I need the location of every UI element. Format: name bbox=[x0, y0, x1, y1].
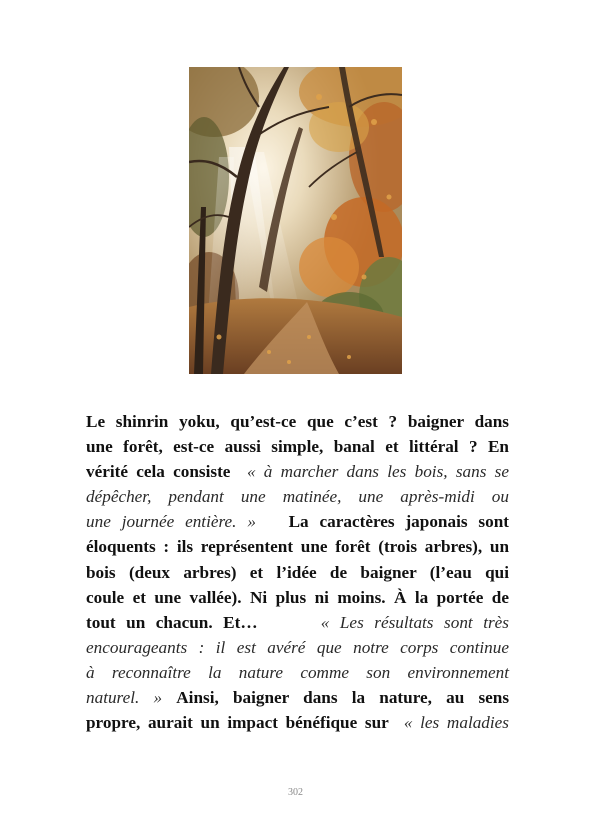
text-line: propre, aurait un impact bénéfique sur « les maladies bbox=[86, 713, 509, 733]
quote-text: « les maladies bbox=[403, 713, 509, 733]
forest-path-image bbox=[189, 67, 402, 374]
text-line: bois (deux arbres) et l’idée de baigner (l’eau qui bbox=[86, 562, 509, 582]
text-line: vérité cela consiste « à marcher dans les bois, sans se bbox=[86, 462, 509, 482]
text-line: à reconnaître la nature comme son environnement bbox=[86, 662, 509, 682]
text-line: éloquents : ils représentent une forêt (trois arbres), un bbox=[86, 537, 509, 557]
quote-text: naturel. » bbox=[86, 688, 163, 708]
text-line: coule et une vallée). Ni plus ni moins. À la portée de bbox=[86, 587, 509, 607]
quote-text: une journée entière. » bbox=[86, 512, 256, 532]
body-paragraph bbox=[86, 409, 509, 735]
quote-text: « à marcher dans les bois, sans se bbox=[246, 462, 509, 482]
text-line: une forêt, est-ce aussi simple, banal et littéral ? En bbox=[86, 437, 509, 457]
text-line: une journée entière. » La caractères japonais sont bbox=[86, 512, 509, 532]
text-line: Le shinrin yoku, qu’est-ce que c’est ? baigner dans bbox=[86, 412, 509, 431]
text-line: encourageants : il est avéré que notre corps continue bbox=[86, 637, 509, 657]
page-number: 302 bbox=[288, 787, 303, 798]
text-line: naturel. » Ainsi, baigner dans la nature, au sens bbox=[86, 688, 510, 708]
text-line: tout un chacun. Et… « Les résultats sont très bbox=[86, 612, 509, 632]
text-line: dépêcher, pendant une matinée, une après-midi ou bbox=[86, 487, 509, 507]
forest-photo bbox=[189, 67, 402, 374]
quote-text: « Les résultats sont très bbox=[320, 612, 509, 632]
